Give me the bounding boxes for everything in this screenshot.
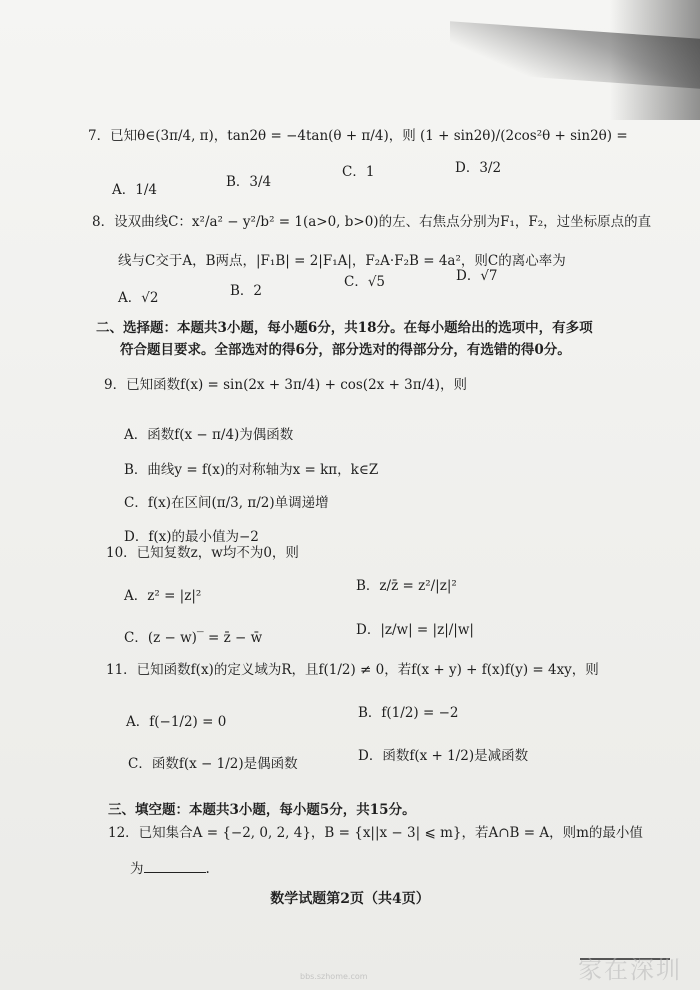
q11-option-d: D．函数f(x + 1/2)是减函数 [358,748,529,764]
q9-stem: 9．已知函数f(x) = sin(2x + 3π/4) + cos(2x + 3π/4)，则 [104,377,468,393]
q8-option-c: C．√5 [344,274,386,290]
q12-stem-line2 [130,860,210,877]
q9-option-c: C．f(x)在区间(π/3, π/2)单调递增 [124,495,329,511]
q10-option-b: B．z/z̄ = z²/|z|² [356,578,457,594]
q8-option-b: B．2 [230,283,263,299]
section2-heading: 二、选择题：本题共3小题，每小题6分，共18分。在每小题给出的选项中，有多项 [96,320,593,336]
q9-option-a: A．函数f(x − π/4)为偶函数 [124,427,294,443]
q12-answer-blank [144,860,206,873]
q8-option-a: A．√2 [118,290,159,306]
q10-option-c: C．(z − w)‾ = z̄ − w̄ [124,630,263,646]
q10-option-a: A．z² = |z|² [124,588,202,604]
section2-instructions: 符合题目要求。全部选对的得6分，部分选对的得部分分，有选错的得0分。 [120,342,571,358]
site-watermark-logo: 家在深圳 [578,956,682,984]
q12-suffix: . [205,861,210,877]
q11-option-c: C．函数f(x − 1/2)是偶函数 [128,756,298,772]
section3-heading: 三、填空题：本题共3小题，每小题5分，共15分。 [108,802,416,818]
page-footer: 数学试题第2页（共4页） [270,891,430,907]
q11-stem: 11．已知函数f(x)的定义域为R，且f(1/2) ≠ 0，若f(x + y) + f(x)f(y) = 4xy，则 [106,662,599,678]
site-watermark-url: bbs.szhome.com [300,972,368,981]
q12-stem-line1: 12．已知集合A = {−2, 0, 2, 4}，B = {x||x − 3| ⩽ m}，若A∩B = A，则m的最小值 [108,825,643,841]
q10-stem: 10．已知复数z，w均不为0，则 [106,545,299,561]
q12-prefix: 为 [130,861,144,877]
q11-option-b: B．f(1/2) = −2 [358,705,459,721]
q9-option-d: D．f(x)的最小值为−2 [124,529,259,545]
q8-stem-line2: 线与C交于A，B两点，|F₁B| = 2|F₁A|，F₂A·F₂B = 4a²，则C的离心率为 [118,253,566,269]
q10-option-d: D．|z/w| = |z|/|w| [356,622,474,638]
q11-option-a: A．f(−1/2) = 0 [126,714,227,730]
q7-option-d: D．3/2 [455,160,502,176]
q7-option-a: A．1/4 [112,182,157,198]
page-edge-shadow [610,0,700,120]
q8-option-d: D．√7 [456,268,498,284]
q9-option-b: B．曲线y = f(x)的对称轴为x = kπ，k∈Z [124,462,379,478]
q7-stem: 7．已知θ∈(3π/4, π)，tan2θ = −4tan(θ + π/4)，则 (1 + sin2θ)/(2cos²θ + sin2θ) = [88,128,628,144]
q7-option-b: B．3/4 [226,174,272,190]
q8-stem-line1: 8．设双曲线C：x²/a² − y²/b² = 1(a>0, b>0)的左、右焦点分别为F₁，F₂，过坐标原点的直 [92,214,652,230]
q7-option-c: C．1 [342,164,375,180]
